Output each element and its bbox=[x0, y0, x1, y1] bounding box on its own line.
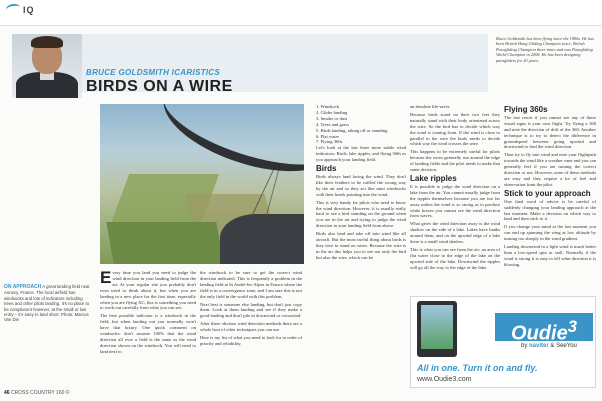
paragraph: The best possible indicator is a windsock in the field, but when landing out you normally won't have that luxury. One quick comment on windsocks: don't assume 100% that the wind direction all over a field is the same as the wind direction shown on the windsock. You will need to land next to bbox=[100, 313, 196, 354]
swoosh-icon bbox=[5, 3, 20, 14]
magazine-name: CROSS COUNTRY 160 bbox=[10, 390, 65, 396]
masthead-logo-text: IQ bbox=[23, 5, 35, 15]
paragraph: If you change your mind at the last moment you can end up spinning the wing at low altitude by turning too sharply in the wind gradient. bbox=[504, 224, 596, 242]
paragraph: Next best is someone else landing, but don't just copy them. Look at them landing and see if they make a good landing and don't pile in downwind or crosswind. bbox=[200, 301, 302, 319]
ad-brand-naviter: naviter bbox=[529, 343, 549, 349]
masthead-logo bbox=[6, 4, 35, 15]
ad-brand-sep: & bbox=[550, 343, 555, 349]
oudie-advertisement[interactable] bbox=[410, 296, 596, 388]
paragraph: This is very handy for pilots who need to know the wind direction. However, it is usually really hard to see a bird standing on the ground when you are in the air and trying to judge the wind direction in your landing field from above. bbox=[316, 199, 406, 229]
paragraph: Birds also land and take off into wind like all aircraft. But the most useful thing about birds is they love to stand on wires. Because the wire is in the air this helps you to see not only the bird but also the wire, which can be bbox=[316, 231, 406, 260]
drop-cap: E bbox=[100, 268, 112, 287]
article-column-4 bbox=[410, 104, 500, 273]
paragraph: It is possible to judge the wind direction on a lake from the air. You cannot usually judge from the ripples themselves because you are too far away unless the wind is so strong as to produce white horses you cannot see the wind direction from waves. bbox=[410, 183, 500, 219]
author-portrait bbox=[12, 34, 82, 98]
caption-title: ON APPROACH bbox=[4, 284, 42, 290]
ad-product: Oudie bbox=[511, 322, 568, 345]
list-item: 4. Trees and grass bbox=[316, 121, 349, 127]
list-item: 6. Flat water bbox=[316, 133, 340, 139]
paragraph: Let's look at the last three more subtle wind indicators: Birds, lake ripples, and flying 360s as you approach your landing field. bbox=[316, 145, 406, 163]
photo-harness bbox=[220, 214, 304, 264]
paragraph: One final word of advice is be careful of suddenly changing your landing approach at the last moment. Make a decision on which way to land and then stick to it. bbox=[504, 198, 596, 222]
list-item: 1. Windsock bbox=[316, 104, 339, 109]
ad-product-name bbox=[495, 313, 593, 345]
section-heading: Flying 360s bbox=[504, 105, 548, 114]
paragraph: Because birds stand on their two feet they naturally stand with their body orientated across the wire. So the bird has to decide which way the wind is coming from. If the wind is close to parallel to the wire the birds needs to decide which way the wind crosses the wire. bbox=[410, 111, 500, 147]
ad-brand-seeyou: SeeYou bbox=[556, 343, 577, 349]
caption-text: A great landing field near Annecy, France. The local airfield has windsocks and lots of indicators including trees and other pilots landing. It's no place to be complacent however, at the small or low entry – it's easy to land short. Photo: Marcus Van Die bbox=[4, 284, 90, 323]
paragraph: Here is my list of what you need to look for in order of priority and reliability. bbox=[200, 335, 302, 346]
author-intro: Bruce Goldsmith has been flying since the 1980s. He has been British Hang Gliding Champion twice, British Paragliding Champion three times and was Paragliding World Champion in 2008. He has been designing paragliders for 20 years. bbox=[496, 36, 595, 63]
paragraph: After these obvious wind detection methods there are a whole host of other techniques you can use. bbox=[200, 321, 302, 333]
indicator-list bbox=[316, 104, 406, 145]
article-column-1 bbox=[100, 270, 196, 357]
paraglider-photo bbox=[100, 104, 304, 264]
section-heading: Stick to your approach bbox=[504, 188, 591, 198]
paragraph: the windsock to be sure to get the correct wind direction indicated. This is frequently a problem in the landing field at St André-les-Alpes in France where the field is in a convergence zone, and I am sure this is not the only field in the world with this problem. bbox=[200, 270, 302, 299]
section-heading: Birds bbox=[316, 164, 337, 174]
list-item: 2. Glider landing bbox=[316, 109, 348, 115]
ad-tagline: All in one. Turn it on and fly. bbox=[417, 363, 538, 373]
page-number: 46 bbox=[4, 390, 10, 396]
ad-by-label: by bbox=[521, 343, 528, 349]
paragraph: This happens to be extremely useful for pilots because the wires generally run around the edge of landing fields and the pilot needs to make that same decision. bbox=[410, 149, 500, 173]
paragraph: an absolute life-saver. bbox=[410, 104, 451, 109]
list-item: 3. Smoke or dust bbox=[316, 115, 348, 121]
article-header-band bbox=[12, 34, 488, 92]
ad-product-sup: 3 bbox=[567, 317, 577, 336]
list-item: 7. Flying 360s bbox=[316, 139, 343, 145]
issue-sep: © bbox=[65, 390, 70, 396]
paragraph: Then try to fly into wind and note your flightpath towards the wind like a weather vane and you can generally feel if you are turning the correct direction or not. However, none of these methods are easy and they require a lot of feel and observation from the pilot. bbox=[504, 152, 596, 187]
paragraph: What gives the wind direction away is the wind shadow on the side of a lake. Lakes have banks around them, and on the upwind edge of a lake there is a small wind shadow. bbox=[410, 221, 500, 245]
article-column-2 bbox=[200, 270, 302, 349]
article-title: BIRDS ON A WIRE bbox=[86, 78, 233, 95]
paragraph: The last resort if you cannot see any of these visual signs is your own flight. Try flying a 360 and note the direction of drift of the 360. Another technique is to try to detect the difference in groundspeed between going upwind and downwind to find the wind direction. bbox=[504, 114, 596, 150]
paragraph: Birds always land facing the wind. They don't like their feathers to be ruffled the wrong way by the air and so they act like mini windsocks with their heads pointing into the wind. bbox=[316, 173, 406, 197]
article-column-3 bbox=[316, 104, 406, 263]
ad-url-link[interactable]: www.Oudie3.com bbox=[417, 376, 472, 383]
masthead-bar bbox=[0, 0, 602, 26]
article-column-5 bbox=[504, 104, 596, 270]
left-margin bbox=[0, 104, 96, 280]
photo-caption bbox=[4, 284, 90, 323]
photo-field bbox=[106, 222, 223, 264]
portrait-hair bbox=[31, 36, 63, 48]
paragraph: Landing downwind in a light wind is much better than a low-speed spin or stall. Normally if the wind is strong it is easy to tell what direction it is blowing. bbox=[504, 244, 596, 267]
section-heading: Lake ripples bbox=[410, 173, 457, 183]
article-byline: BRUCE GOLDSMITH ICARISTICS bbox=[86, 68, 221, 77]
page-footer bbox=[4, 390, 69, 396]
paragraph: very time you land you need to judge the wind direction in your landing field from the air. At your regular site you probably don't even need to think about it, but when you are landing in a new place for the first time, especially when you are flying XC, this is something you need to work out carefully from what you can see. bbox=[100, 270, 196, 311]
list-item: 5. Birds landing, taking off or standing bbox=[316, 127, 388, 133]
ad-brands bbox=[521, 343, 577, 349]
gps-device-screen bbox=[421, 305, 453, 349]
paragraph: This is what you can see from the air: an area of flat water close to the edge of the lake on the upwind side of the lake. Downwind the ripples will go all the way to the edge of the lake. bbox=[410, 246, 500, 270]
